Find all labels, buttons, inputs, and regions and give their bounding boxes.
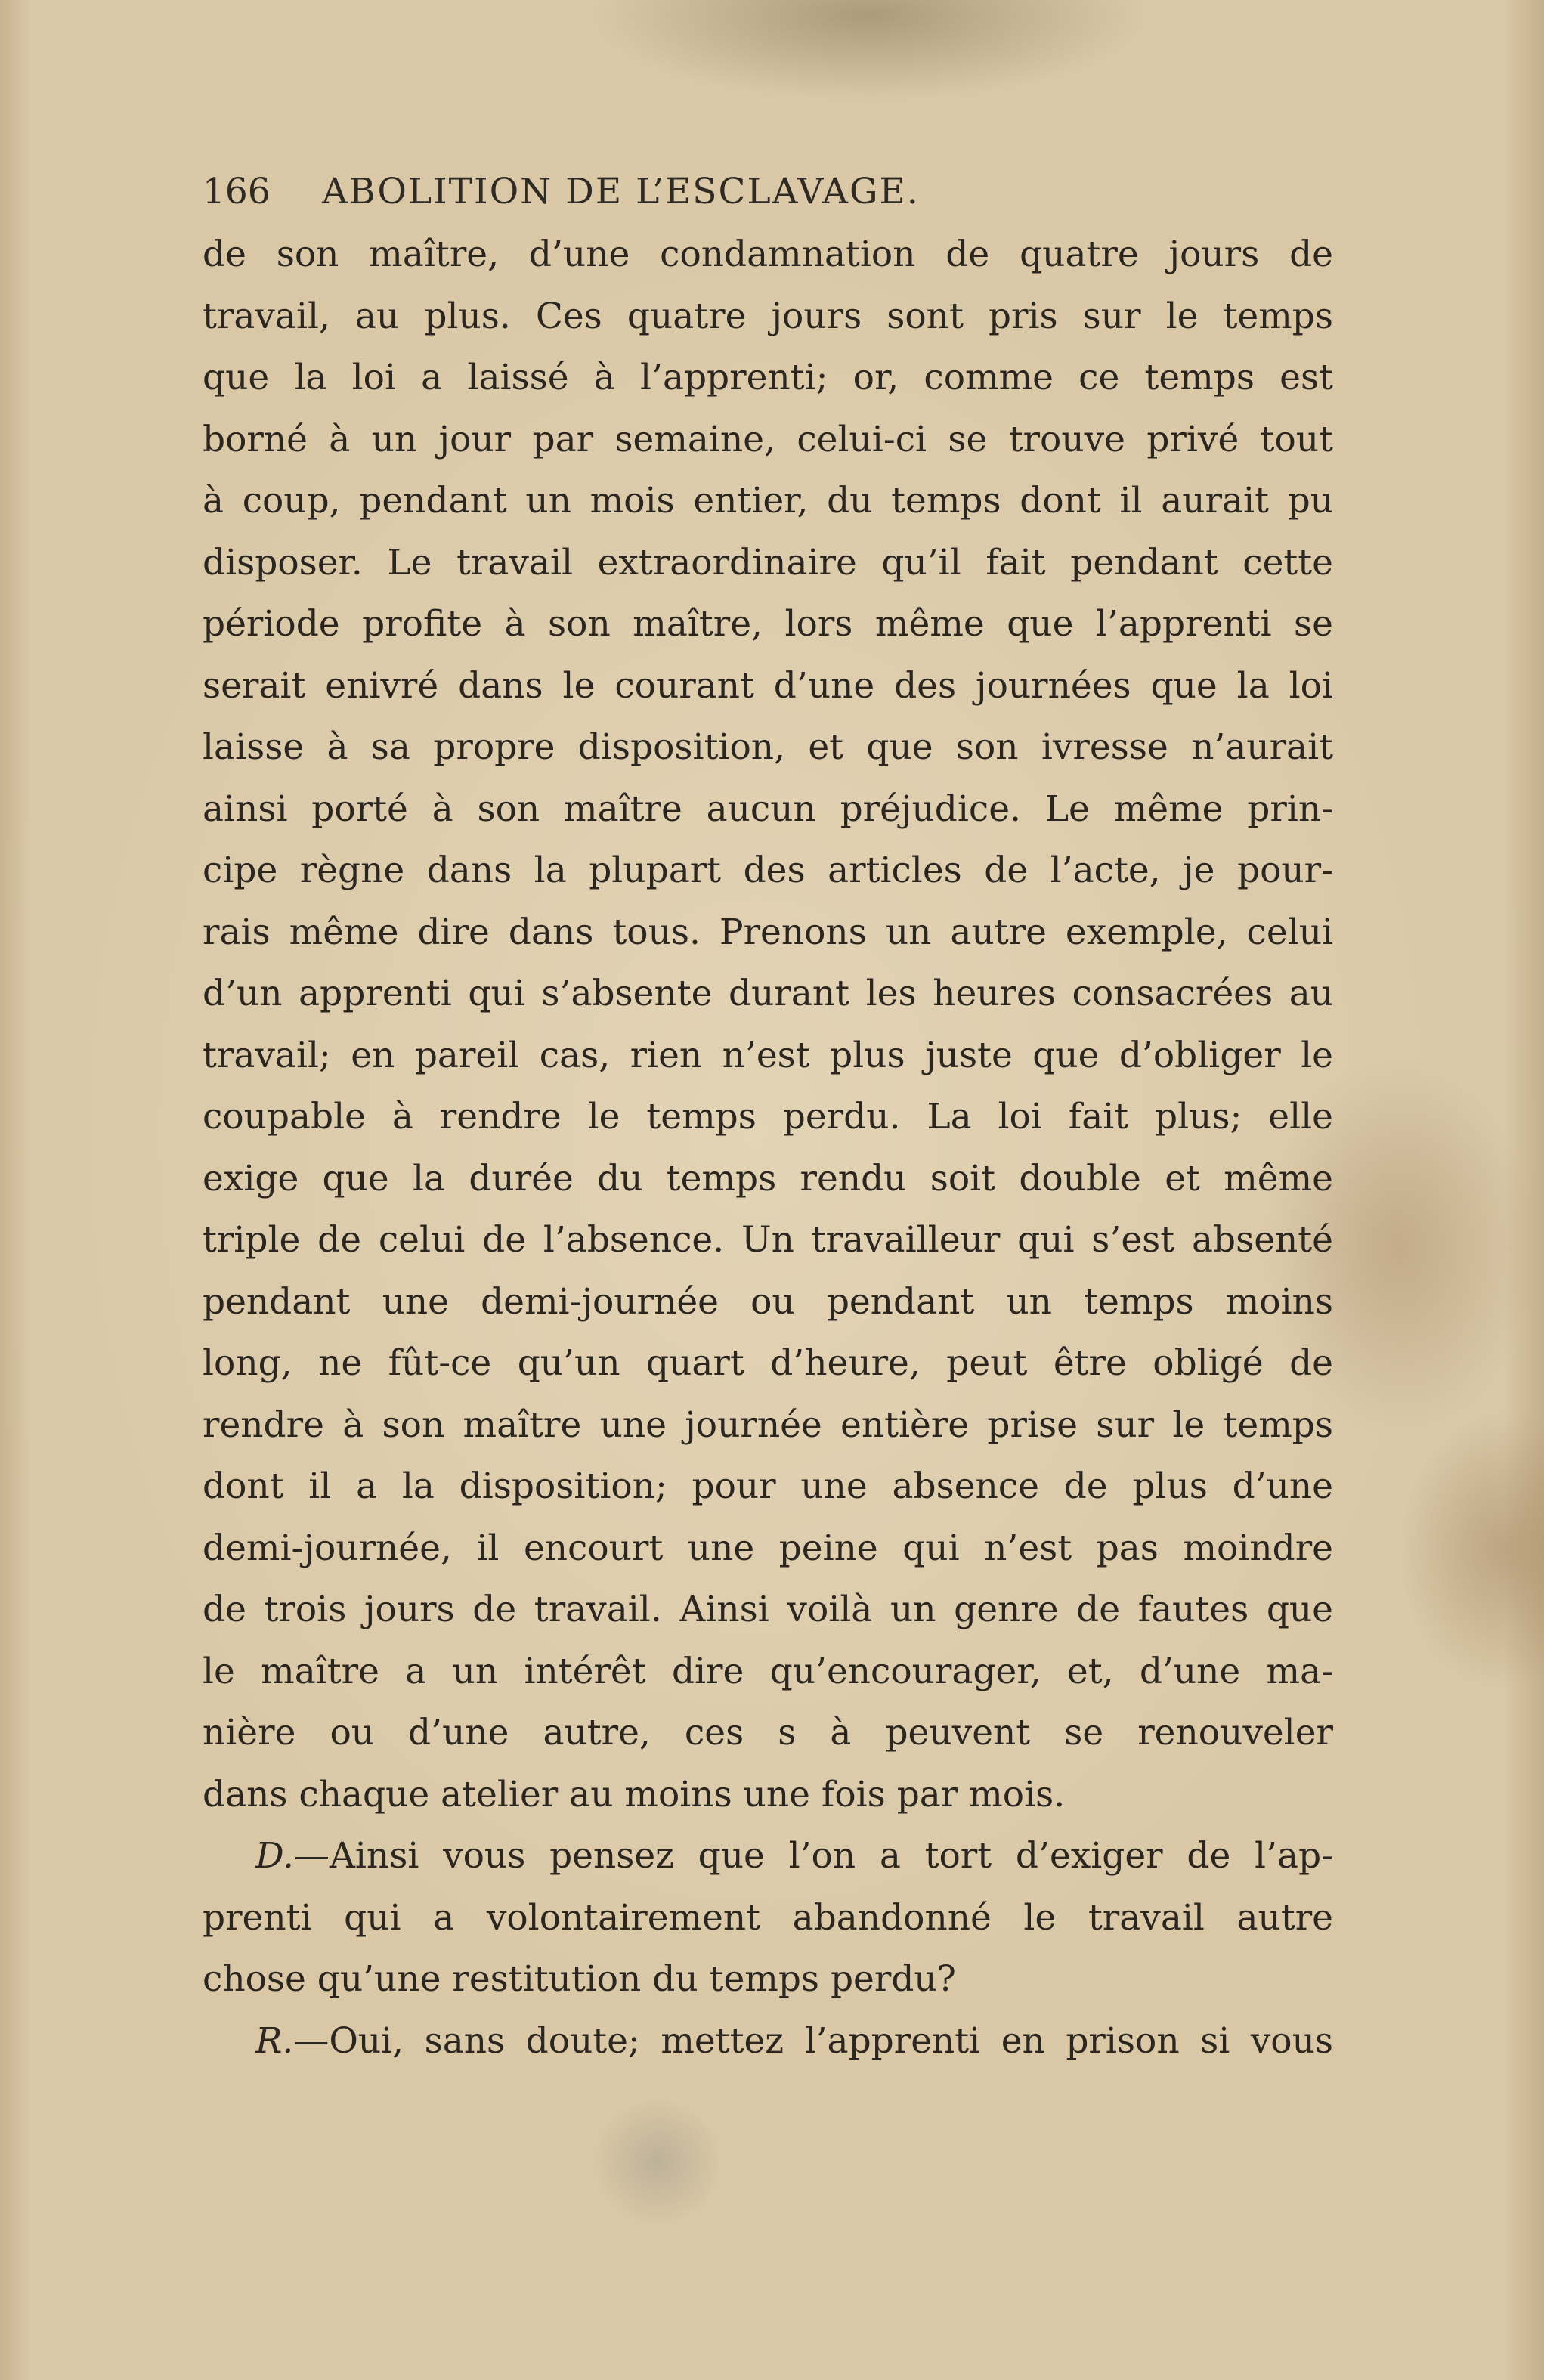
dialogue-text: —Oui, sans doute; mettez l’apprenti en prison si vous [293, 2019, 1333, 2062]
text-line: nière ou d’une autre, ces s à peuvent se renouveler [203, 1712, 1333, 1753]
text-line: travail, au plus. Ces quatre jours sont pris sur le temps [203, 295, 1333, 337]
text-line: coupable à rendre le temps perdu. La loi fait plus; elle [203, 1096, 1333, 1137]
text-line: serait enivré dans le courant d’une des journées que la loi [203, 664, 1333, 707]
text-line: le maître a un intérêt dire qu’encourager, et, d’une ma- [203, 1650, 1333, 1692]
dialogue-text: —Ainsi vous pensez que l’on a tort d’exiger de l’ap- [293, 1835, 1333, 1877]
text-line: cipe règne dans la plupart des articles de l’acte, je pour- [203, 850, 1333, 891]
page-content [203, 171, 1333, 2072]
text-line: ainsi porté à son maître aucun préjudice. Le même prin- [203, 788, 1333, 830]
page-number: 166 [203, 171, 271, 212]
dialogue-line: chose qu’une restitution du temps perdu? [203, 1958, 956, 2000]
text-line: dont il a la disposition; pour une absence de plus d’une [203, 1465, 1333, 1507]
text-line: période profite à son maître, lors même que l’apprenti se [203, 603, 1333, 645]
text-line: que la loi a laissé à l’apprenti; or, comme ce temps est [203, 357, 1333, 398]
text-line: à coup, pendant un mois entier, du temps dont il aurait pu [203, 480, 1333, 521]
text-line: travail; en pareil cas, rien n’est plus juste que d’obliger le [203, 1034, 1333, 1076]
text-line: de son maître, d’une condamnation de quatre jours de [203, 234, 1333, 275]
text-line: rendre à son maître une journée entière prise sur le temps [203, 1404, 1333, 1446]
text-line: laisse à sa propre disposition, et que son ivresse n’aurait [203, 726, 1333, 768]
text-line: dans chaque atelier au moins une fois par mois. [203, 1773, 1066, 1815]
dialogue-line [203, 2010, 1333, 2072]
speaker-r: R. [255, 2019, 294, 2062]
body-text [203, 224, 1333, 2072]
text-line: rais même dire dans tous. Prenons un autre exemple, celui [203, 911, 1333, 953]
text-line: de trois jours de travail. Ainsi voilà un genre de fautes que [203, 1589, 1333, 1630]
text-line: triple de celui de l’absence. Un travailleur qui s’est absenté [203, 1219, 1333, 1261]
speaker-d: D. [255, 1835, 294, 1877]
text-line: d’un apprenti qui s’absente durant les heures consacrées au [203, 973, 1333, 1014]
text-line: pendant une demi-journée ou pendant un temps moins [203, 1280, 1333, 1323]
text-line: disposer. Le travail extraordinaire qu’il fait pendant cette [203, 541, 1333, 583]
running-head [203, 171, 1333, 219]
text-line: demi-journée, il encourt une peine qui n’est pas moindre [203, 1527, 1333, 1569]
text-line: exige que la durée du temps rendu soit double et même [203, 1157, 1333, 1199]
dialogue-line [203, 1825, 1333, 1887]
running-title: ABOLITION DE L’ESCLAVAGE. [322, 171, 920, 212]
text-line: long, ne fût-ce qu’un quart d’heure, peut être obligé de [203, 1342, 1333, 1384]
dialogue-line: prenti qui a volontairement abandonné le travail autre [203, 1896, 1333, 1939]
text-line: borné à un jour par semaine, celui-ci se trouve privé tout [203, 418, 1333, 460]
